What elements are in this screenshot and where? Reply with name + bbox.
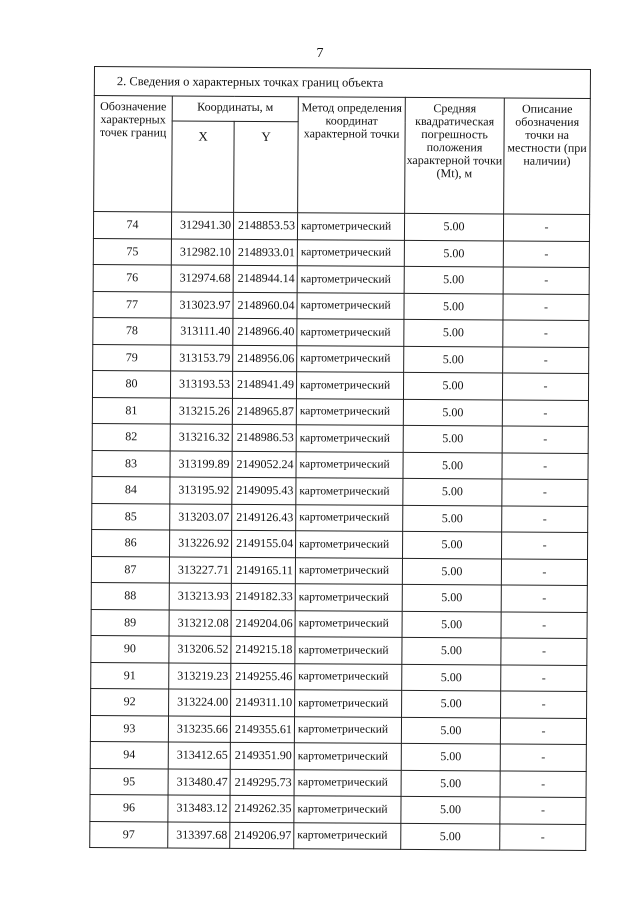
table-row [91, 609, 587, 639]
section-title: 2. Сведения о характерных точках границ объекта [94, 67, 590, 99]
point-number-cell: 82 [92, 423, 170, 450]
table-row [92, 529, 588, 559]
method-cell: картометрический [294, 796, 401, 823]
description-cell: - [500, 797, 586, 824]
point-number-cell: 81 [92, 397, 170, 424]
table-body [90, 212, 590, 851]
coord-y-cell: 2149155.04 [232, 530, 296, 557]
accuracy-cell: 5.00 [403, 531, 502, 558]
description-cell: - [503, 347, 589, 374]
coord-y-cell: 2149204.06 [231, 610, 295, 637]
table-row [92, 503, 588, 533]
method-cell: картометрический [294, 716, 401, 743]
table-row [93, 291, 589, 321]
coord-x-cell: 313235.66 [168, 715, 230, 742]
point-number-cell: 91 [91, 662, 169, 689]
point-number-cell: 97 [90, 821, 168, 848]
header-coordinates: Координаты, м [172, 96, 298, 122]
table-row [93, 317, 589, 347]
coord-y-cell: 2149255.46 [231, 663, 295, 690]
description-cell: - [500, 744, 586, 771]
coord-x-cell: 313215.26 [170, 397, 232, 424]
accuracy-cell: 5.00 [404, 240, 503, 267]
accuracy-cell: 5.00 [401, 823, 500, 850]
accuracy-cell: 5.00 [402, 611, 501, 638]
method-cell: картометрический [297, 213, 404, 240]
coord-y-cell: 2149182.33 [231, 583, 295, 610]
method-cell: картометрический [294, 822, 401, 849]
coord-y-cell: 2148986.53 [232, 424, 296, 451]
point-number-cell: 96 [90, 794, 168, 821]
description-cell: - [503, 294, 589, 321]
description-cell: - [502, 400, 588, 427]
header-x: X [172, 121, 235, 212]
description-cell: - [501, 691, 587, 718]
point-number-cell: 87 [91, 556, 169, 583]
point-number-cell: 89 [91, 609, 169, 636]
method-cell: картометрический [295, 690, 402, 717]
accuracy-cell: 5.00 [403, 452, 502, 479]
coord-y-cell: 2149262.35 [230, 795, 294, 822]
method-cell: картометрический [294, 743, 401, 770]
point-number-cell: 77 [93, 291, 171, 318]
boundary-points-sheet [89, 66, 590, 851]
header-description: Описание обозначения точки на местности (при наличии) [504, 98, 591, 215]
coord-x-cell: 313226.92 [170, 530, 232, 557]
coord-x-cell: 313227.71 [169, 556, 231, 583]
description-cell: - [501, 664, 587, 691]
description-cell: - [501, 638, 587, 665]
table-row [90, 741, 586, 771]
accuracy-cell: 5.00 [403, 372, 502, 399]
description-cell: - [502, 505, 588, 532]
coord-x-cell: 313412.65 [168, 742, 230, 769]
method-cell: картометрический [297, 319, 404, 346]
table-row [91, 556, 587, 586]
page-number: 7 [316, 46, 324, 61]
coord-y-cell: 2149311.10 [231, 689, 295, 716]
table-row [93, 264, 589, 294]
coord-y-cell: 2148966.40 [233, 318, 297, 345]
coord-x-cell: 313216.32 [170, 424, 232, 451]
coord-y-cell: 2149215.18 [231, 636, 295, 663]
table-row [91, 662, 587, 692]
coord-x-cell: 313224.00 [169, 689, 231, 716]
description-cell: - [503, 267, 589, 294]
accuracy-cell: 5.00 [403, 399, 502, 426]
method-cell: картометрический [296, 372, 403, 399]
accuracy-cell: 5.00 [403, 505, 502, 532]
coord-x-cell: 313111.40 [171, 318, 233, 345]
point-number-cell: 88 [91, 582, 169, 609]
coord-x-cell: 313023.97 [171, 291, 233, 318]
description-cell: - [501, 558, 587, 585]
coord-y-cell: 2149052.24 [232, 451, 296, 478]
table-row [90, 715, 586, 745]
header-accuracy: Средняя квадратическая погрешность положения характерной точки (Mt), м [405, 97, 505, 214]
accuracy-cell: 5.00 [402, 558, 501, 585]
point-number-cell: 75 [93, 238, 171, 265]
coord-x-cell: 313199.89 [170, 450, 232, 477]
coord-y-cell: 2149165.11 [231, 557, 295, 584]
coord-y-cell: 2149355.61 [230, 716, 294, 743]
method-cell: картометрический [294, 769, 401, 796]
coord-y-cell: 2148965.87 [232, 398, 296, 425]
accuracy-cell: 5.00 [404, 213, 503, 240]
description-cell: - [501, 585, 587, 612]
point-number-cell: 86 [92, 529, 170, 556]
point-number-cell: 95 [90, 768, 168, 795]
accuracy-cell: 5.00 [401, 770, 500, 797]
description-cell: - [502, 453, 588, 480]
method-cell: картометрический [295, 584, 402, 611]
table-row [91, 582, 587, 612]
point-number-cell: 83 [92, 450, 170, 477]
coord-y-cell: 2148933.01 [233, 239, 297, 266]
coord-x-cell: 312941.30 [171, 212, 233, 239]
coord-x-cell: 313195.92 [170, 477, 232, 504]
description-cell: - [503, 241, 589, 268]
coord-y-cell: 2148944.14 [233, 265, 297, 292]
method-cell: картометрический [296, 425, 403, 452]
point-number-cell: 94 [90, 741, 168, 768]
accuracy-cell: 5.00 [404, 319, 503, 346]
coord-x-cell: 312982.10 [171, 238, 233, 265]
table-row [93, 344, 589, 374]
accuracy-cell: 5.00 [404, 293, 503, 320]
point-number-cell: 80 [92, 370, 170, 397]
description-cell: - [502, 373, 588, 400]
coord-x-cell: 313213.93 [169, 583, 231, 610]
coord-y-cell: 2148853.53 [233, 212, 297, 239]
coord-x-cell: 312974.68 [171, 265, 233, 292]
accuracy-cell: 5.00 [402, 664, 501, 691]
method-cell: картометрический [297, 239, 404, 266]
table-row [92, 370, 588, 400]
coord-y-cell: 2149206.97 [230, 822, 294, 849]
coord-x-cell: 313153.79 [171, 344, 233, 371]
coord-y-cell: 2149351.90 [230, 742, 294, 769]
accuracy-cell: 5.00 [403, 478, 502, 505]
description-cell: - [501, 532, 587, 559]
point-number-cell: 93 [90, 715, 168, 742]
point-number-cell: 76 [93, 264, 171, 291]
description-cell: - [500, 717, 586, 744]
method-cell: картометрический [295, 557, 402, 584]
header-point: Обозначение характерных точек границ [94, 96, 173, 212]
coord-x-cell: 313206.52 [169, 636, 231, 663]
method-cell: картометрический [295, 610, 402, 637]
accuracy-cell: 5.00 [404, 266, 503, 293]
method-cell: картометрический [296, 504, 403, 531]
table-row [93, 212, 589, 242]
accuracy-cell: 5.00 [403, 425, 502, 452]
coord-x-cell: 313397.68 [168, 821, 230, 848]
coord-y-cell: 2149095.43 [232, 477, 296, 504]
point-number-cell: 84 [92, 476, 170, 503]
point-number-cell: 92 [91, 688, 169, 715]
description-cell: - [503, 214, 589, 241]
table-row [92, 450, 588, 480]
header-method: Метод определения координат характерной точки [298, 97, 406, 214]
coord-x-cell: 313483.12 [168, 795, 230, 822]
method-cell: картометрический [295, 663, 402, 690]
table-row [92, 423, 588, 453]
accuracy-cell: 5.00 [402, 690, 501, 717]
description-cell: - [501, 611, 587, 638]
table-title-row [94, 67, 590, 99]
boundary-points-table [89, 66, 591, 851]
method-cell: картометрический [297, 292, 404, 319]
table-row [91, 635, 587, 665]
description-cell: - [500, 823, 586, 850]
header-y: Y [234, 121, 299, 212]
method-cell: картометрический [296, 478, 403, 505]
description-cell: - [500, 770, 586, 797]
method-cell: картометрический [297, 266, 404, 293]
coord-y-cell: 2148960.04 [233, 292, 297, 319]
table-row [90, 821, 586, 851]
point-number-cell: 78 [93, 317, 171, 344]
description-cell: - [502, 479, 588, 506]
method-cell: картометрический [296, 531, 403, 558]
header-row [94, 96, 590, 124]
method-cell: картометрический [297, 345, 404, 372]
table-row [92, 397, 588, 427]
coord-y-cell: 2148956.06 [233, 345, 297, 372]
method-cell: картометрический [295, 637, 402, 664]
description-cell: - [503, 320, 589, 347]
description-cell: - [502, 426, 588, 453]
table-row [93, 238, 589, 268]
accuracy-cell: 5.00 [401, 743, 500, 770]
accuracy-cell: 5.00 [402, 584, 501, 611]
point-number-cell: 90 [91, 635, 169, 662]
coord-x-cell: 313203.07 [170, 503, 232, 530]
table-row [90, 768, 586, 798]
coord-y-cell: 2149295.73 [230, 769, 294, 796]
coord-x-cell: 313212.08 [169, 609, 231, 636]
accuracy-cell: 5.00 [404, 346, 503, 373]
point-number-cell: 85 [92, 503, 170, 530]
method-cell: картометрический [296, 398, 403, 425]
point-number-cell: 79 [93, 344, 171, 371]
coord-x-cell: 313193.53 [170, 371, 232, 398]
point-number-cell: 74 [93, 212, 171, 239]
coord-x-cell: 313480.47 [168, 768, 230, 795]
table-row [92, 476, 588, 506]
table-row [90, 794, 586, 824]
method-cell: картометрический [296, 451, 403, 478]
accuracy-cell: 5.00 [401, 796, 500, 823]
accuracy-cell: 5.00 [402, 637, 501, 664]
accuracy-cell: 5.00 [401, 717, 500, 744]
coord-y-cell: 2149126.43 [232, 504, 296, 531]
table-row [91, 688, 587, 718]
coord-x-cell: 313219.23 [169, 662, 231, 689]
coord-y-cell: 2148941.49 [232, 371, 296, 398]
